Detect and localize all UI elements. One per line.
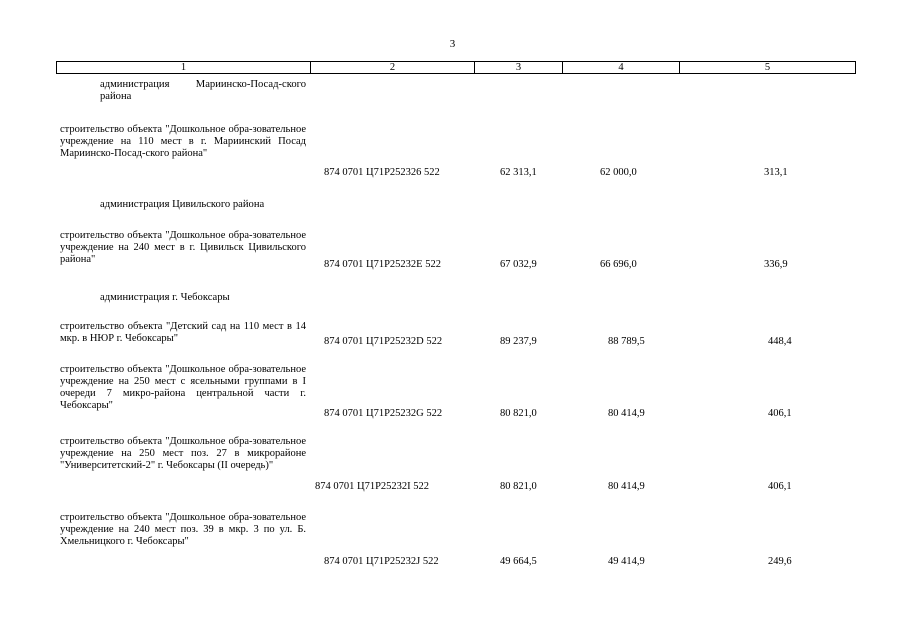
header-col-2: 2 <box>311 62 475 73</box>
row-col-5: 336,9 <box>764 259 788 270</box>
row-description: строительство объекта "Дошкольное обра-зовательное учреждение на 240 мест в г. Цивильск Цивильского района" <box>60 230 306 265</box>
row-description: строительство объекта "Дошкольное обра-зовательное учреждение на 240 мест поз. 39 в мкр. 3 по ул. Б. Хмельницкого г. Чебоксары" <box>60 512 306 547</box>
row-description: строительство объекта "Дошкольное обра-зовательное учреждение на 250 мест поз. 27 в микрорайоне "Университетский-2" г. Чебоксары (II очередь)" <box>60 436 306 471</box>
row-code: 874 0701 Ц71Р25232I 522 <box>315 481 430 492</box>
row-col-3: 89 237,9 <box>500 336 537 347</box>
row-col-4: 62 000,0 <box>600 167 637 178</box>
row-description: строительство объекта "Детский сад на 110 мест в 14 мкр. в НЮР г. Чебоксары" <box>60 321 306 344</box>
row-code: 874 0701 Ц71Р25232G 522 <box>324 408 443 419</box>
row-col-5: 249,6 <box>768 556 792 567</box>
row-col-4: 80 414,9 <box>608 408 645 419</box>
row-col-4: 66 696,0 <box>600 259 637 270</box>
row-col-3: 49 664,5 <box>500 556 537 567</box>
group-heading-cheboksary: администрация г. Чебоксары <box>100 292 230 303</box>
page-number: 3 <box>449 38 456 50</box>
row-col-5: 406,1 <box>768 481 792 492</box>
row-col-3: 62 313,1 <box>500 167 537 178</box>
row-col-5: 406,1 <box>768 408 792 419</box>
header-col-1: 1 <box>57 62 311 73</box>
row-code: 874 0701 Ц71Р25232D 522 <box>324 336 443 347</box>
row-col-4: 80 414,9 <box>608 481 645 492</box>
group-heading-tsivilsk: администрация Цивильского района <box>100 199 265 210</box>
row-code: 874 0701 Ц71Р25232J 522 <box>324 556 439 567</box>
row-col-5: 313,1 <box>764 167 788 178</box>
row-description: строительство объекта "Дошкольное обра-зовательное учреждение на 250 мест с ясельными группами в I очереди 7 микро-района центральной части г. Чебоксары" <box>60 364 306 411</box>
row-col-3: 80 821,0 <box>500 408 537 419</box>
header-col-5: 5 <box>764 62 771 73</box>
row-description: строительство объекта "Дошкольное обра-зовательное учреждение на 110 мест в г. Мариинский Посад Мариинско-Посад-ского района" <box>60 124 306 159</box>
header-col-3: 3 <box>475 62 563 73</box>
row-col-4: 49 414,9 <box>608 556 645 567</box>
row-col-3: 80 821,0 <box>500 481 537 492</box>
row-col-3: 67 032,9 <box>500 259 537 270</box>
group-heading-mariinsko-posad: администрация Мариинско-Посад-ского района <box>100 79 306 102</box>
header-col-4: 4 <box>563 62 680 73</box>
row-col-5: 448,4 <box>768 336 792 347</box>
row-code: 874 0701 Ц71Р25232Е 522 <box>324 259 441 270</box>
row-code: 874 0701 Ц71Р252326 522 <box>324 167 440 178</box>
table-header <box>56 61 856 74</box>
row-col-4: 88 789,5 <box>608 336 645 347</box>
